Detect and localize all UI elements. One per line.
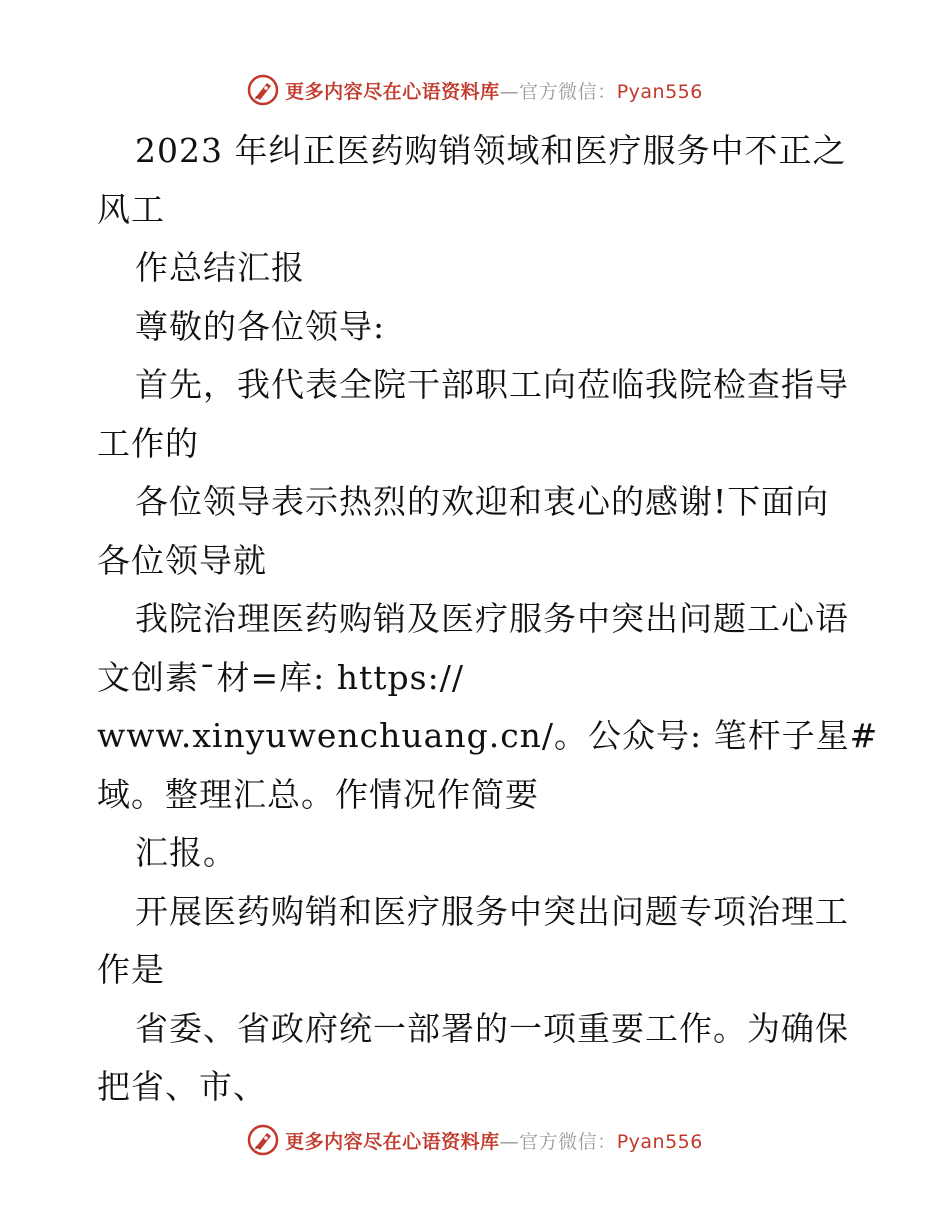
salutation-line: 尊敬的各位领导: (135, 306, 386, 346)
paragraph-line: 我院治理医药购销及医疗服务中突出问题工心语 (135, 599, 849, 638)
paragraph-line: 文创素¯材=库: https:// (97, 657, 464, 697)
header-watermark-banner (0, 70, 950, 110)
paragraph-line: 作是 (97, 950, 165, 989)
paragraph-line: 首先，我代表全院干部职工向莅临我院检查指导 (135, 365, 849, 404)
watermark-text (285, 1127, 703, 1154)
title-line-2: 风工 (97, 189, 165, 229)
watermark-brand: 更多内容尽在心语资料库 (285, 80, 500, 103)
watermark-dash: — (499, 80, 520, 103)
watermark-brand: 更多内容尽在心语资料库 (285, 1130, 500, 1153)
watermark-wechat-id: Pyan556 (616, 1130, 703, 1153)
watermark-wechat-label: 官方微信： (519, 1130, 617, 1153)
paragraph-line: 汇报。 (135, 833, 237, 872)
watermark-dash: — (499, 1130, 520, 1153)
paragraph-line: 域。整理汇总。作情况作简要 (97, 774, 539, 814)
paragraph-line: 省委、省政府统一部署的一项重要工作。为确保 (135, 1008, 849, 1048)
paragraph-line: 各位领导表示热烈的欢迎和衷心的感谢!下面向 (135, 482, 830, 521)
footer-watermark-banner (0, 1120, 950, 1160)
title-line-3: 作总结汇报 (135, 248, 305, 287)
paragraph-line: 开展医药购销和医疗服务中突出问题专项治理工 (135, 891, 849, 931)
paragraph-line: 工作的 (97, 423, 199, 463)
pen-nib-logo-icon (247, 1124, 279, 1156)
pen-nib-logo-icon (247, 74, 279, 106)
watermark-wechat-label: 官方微信： (519, 80, 617, 103)
paragraph-line: www.xinyuwenchuang.cn/。公众号: 笔杆子星# (97, 716, 879, 755)
watermark-wechat-id: Pyan556 (616, 80, 703, 103)
paragraph-line: 各位领导就 (97, 540, 267, 580)
title-line-1: 2023 年纠正医药购销领域和医疗服务中不正之 (135, 131, 847, 170)
paragraph-line: 把省、市、 (97, 1067, 267, 1106)
watermark-text (285, 77, 703, 104)
document-body (97, 122, 879, 1117)
